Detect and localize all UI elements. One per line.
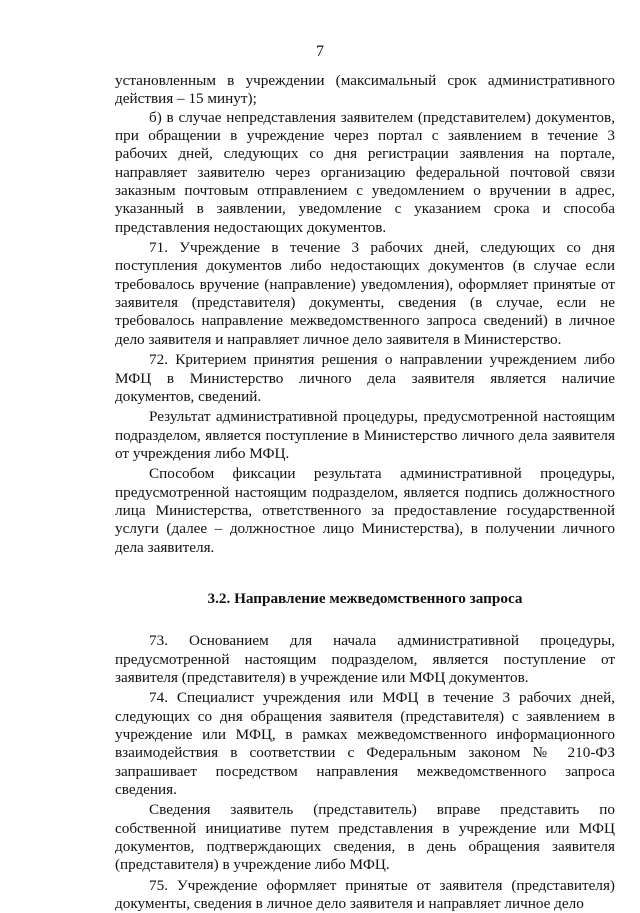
paragraph-continuation: установленным в учреждении (максимальный срок административного действия – 15 минут); [115, 72, 615, 108]
paragraph-72: 72. Критерием принятия решения о направлении учреждением либо МФЦ в Министерство личного дела заявителя является наличие документов, сведений. [115, 351, 615, 405]
paragraph-75: 75. Учреждение оформляет принятые от заявителя (представителя) документы, сведения в личное дело заявителя и направляет личное дело [115, 876, 615, 913]
paragraph-result: Результат административной процедуры, предусмотренной настоящим подразделом, является поступление в Министерство личного дела заявителя от учреждения либо МФЦ. [115, 408, 615, 462]
page-number: 7 [316, 43, 324, 60]
paragraph-74: 74. Специалист учреждения или МФЦ в течение 3 рабочих дней, следующих со дня обращения заявителя (представителя) с заявлением в учреждение или МФЦ, в рамках межведомственного информационного взаимодействия в соответствии с Федеральным законом № 210-ФЗ запрашивает посредством направления межведомственного запроса сведения. [115, 689, 615, 799]
paragraph-svedeniya: Сведения заявитель (представитель) вправе представить по собственной инициативе путем представления в учреждение или МФЦ документов, подтверждающих сведения, в день обращения заявителя (представителя) в учреждение либо МФЦ. [115, 801, 615, 874]
section-heading: 3.2. Направление межведомственного запроса [207, 589, 523, 607]
paragraph-71: 71. Учреждение в течение 3 рабочих дней, следующих со дня поступления документов либо недостающих документов (в случае если требовалось вручение (направление) уведомления), оформляет принятые от заявителя (представителя) документы, сведения (в случае, если не требовалось направление межведомственного запроса сведений) в личное дело заявителя и направляет личное дело заявителя в Министерство. [115, 239, 615, 348]
paragraph-fixation: Способом фиксации результата административной процедуры, предусмотренной настоящим подразделом, является подпись должностного лица Министерства, ответственного за предоставление государственной услуги (далее – должностное лицо Министерства), в получении личного дела заявителя. [115, 465, 615, 556]
paragraph-73: 73. Основанием для начала административной процедуры, предусмотренной настоящим подразделом, является поступление от заявителя (представителя) в учреждение или МФЦ документов. [115, 632, 615, 686]
paragraph-item-b: б) в случае непредставления заявителем (представителем) документов, при обращении в учреждение через портал с заявлением в течение 3 рабочих дней, следующих со дня регистрации заявления на портале, направляет заявителю через организацию федеральной почтовой связи заказным почтовым отправлением с уведомлением о вручении в адрес, указанный в заявлении, уведомление с указанием срока и способа представления недостающих документов. [115, 108, 615, 236]
document-body [115, 72, 615, 913]
